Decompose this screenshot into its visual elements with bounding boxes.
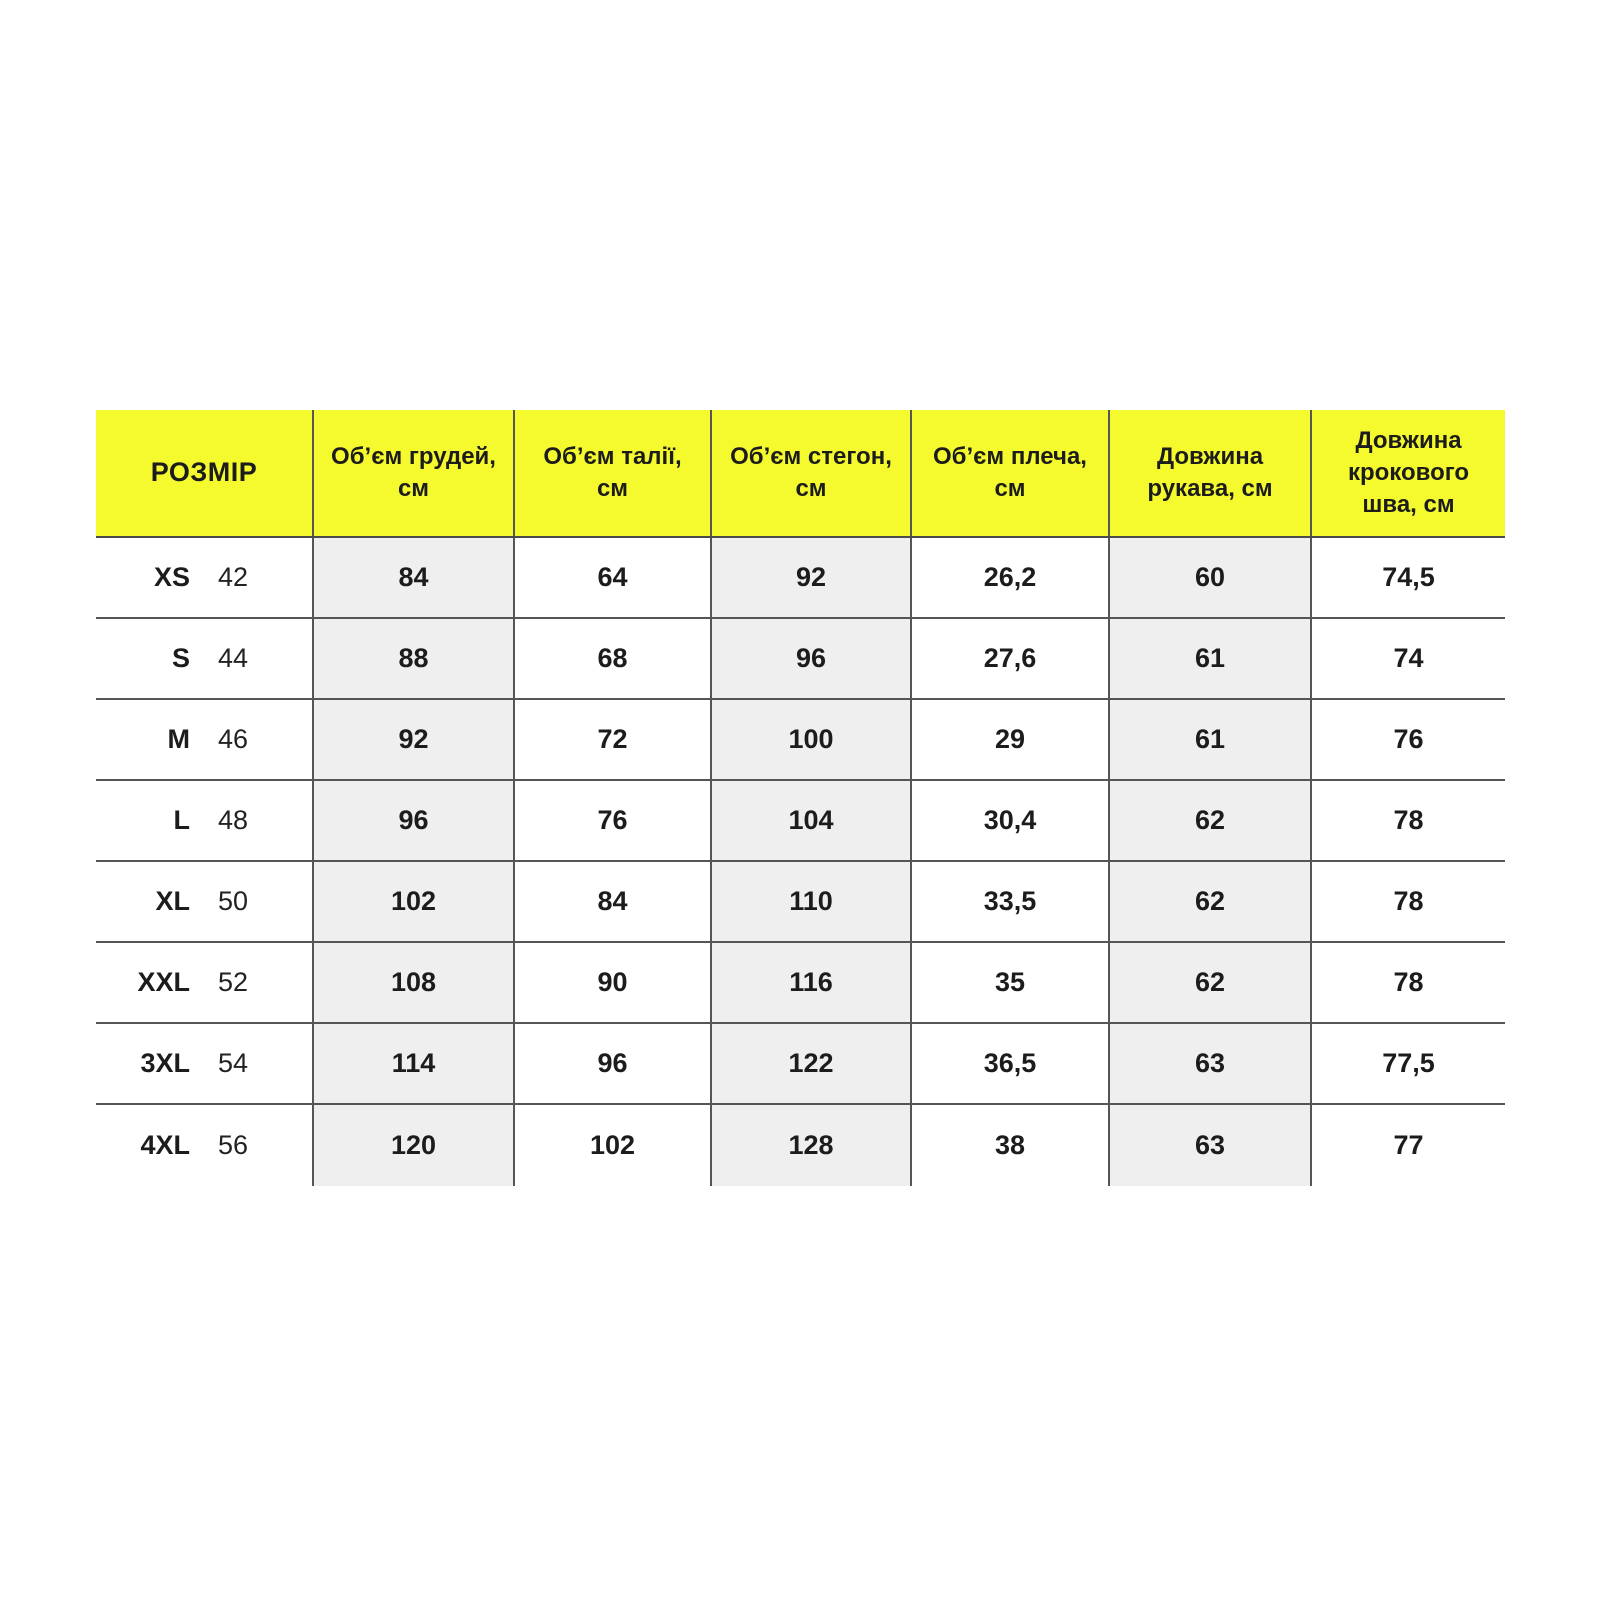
chest-cell: 88	[312, 619, 513, 698]
hips-cell: 104	[710, 781, 910, 860]
shoulder-cell: 29	[910, 700, 1108, 779]
table-header-row	[96, 410, 1505, 538]
waist-cell: 96	[513, 1024, 710, 1103]
shoulder-cell: 38	[910, 1105, 1108, 1186]
sleeve-cell: 63	[1108, 1024, 1310, 1103]
header-waist: Об’єм талії, см	[513, 410, 710, 536]
table-row	[96, 700, 1505, 781]
size-cell	[96, 700, 312, 779]
table-row	[96, 1024, 1505, 1105]
waist-cell: 102	[513, 1105, 710, 1186]
size-cell	[96, 943, 312, 1022]
table-row	[96, 781, 1505, 862]
chest-cell: 108	[312, 943, 513, 1022]
size-label: XXL	[137, 967, 190, 997]
shoulder-cell: 30,4	[910, 781, 1108, 860]
size-label: XL	[155, 886, 190, 916]
header-chest: Об’єм грудей, см	[312, 410, 513, 536]
size-number: 54	[218, 1048, 249, 1078]
sleeve-cell: 61	[1108, 619, 1310, 698]
header-shoulder: Об’єм плеча, см	[910, 410, 1108, 536]
size-cell	[96, 781, 312, 860]
inseam-cell: 76	[1310, 700, 1505, 779]
hips-cell: 122	[710, 1024, 910, 1103]
size-number: 56	[218, 1130, 249, 1160]
waist-cell: 64	[513, 538, 710, 617]
size-label: M	[167, 724, 190, 754]
inseam-cell: 77,5	[1310, 1024, 1505, 1103]
size-label: S	[171, 643, 190, 673]
shoulder-cell: 33,5	[910, 862, 1108, 941]
size-label: 3XL	[140, 1048, 190, 1078]
size-number: 48	[218, 805, 249, 835]
chest-cell: 120	[312, 1105, 513, 1186]
size-cell	[96, 1024, 312, 1103]
header-inseam: Довжина крокового шва, см	[1310, 410, 1505, 536]
size-cell	[96, 538, 312, 617]
table-row	[96, 943, 1505, 1024]
shoulder-cell: 36,5	[910, 1024, 1108, 1103]
sleeve-cell: 62	[1108, 862, 1310, 941]
waist-cell: 76	[513, 781, 710, 860]
waist-cell: 90	[513, 943, 710, 1022]
size-number: 50	[218, 886, 249, 916]
waist-cell: 68	[513, 619, 710, 698]
table-row	[96, 1105, 1505, 1186]
hips-cell: 96	[710, 619, 910, 698]
header-size: РОЗМІР	[96, 410, 312, 536]
sleeve-cell: 62	[1108, 943, 1310, 1022]
size-cell	[96, 619, 312, 698]
hips-cell: 128	[710, 1105, 910, 1186]
hips-cell: 92	[710, 538, 910, 617]
header-hips: Об’єм стегон, см	[710, 410, 910, 536]
table-row	[96, 538, 1505, 619]
size-number: 52	[218, 967, 249, 997]
size-number: 42	[218, 562, 249, 592]
inseam-cell: 78	[1310, 781, 1505, 860]
size-label: 4XL	[140, 1130, 190, 1160]
table-row	[96, 619, 1505, 700]
size-label: XS	[153, 562, 190, 592]
chest-cell: 92	[312, 700, 513, 779]
chest-cell: 114	[312, 1024, 513, 1103]
hips-cell: 100	[710, 700, 910, 779]
inseam-cell: 78	[1310, 862, 1505, 941]
waist-cell: 84	[513, 862, 710, 941]
chest-cell: 102	[312, 862, 513, 941]
chest-cell: 84	[312, 538, 513, 617]
sleeve-cell: 60	[1108, 538, 1310, 617]
hips-cell: 110	[710, 862, 910, 941]
inseam-cell: 77	[1310, 1105, 1505, 1186]
header-sleeve: Довжина рукава, см	[1108, 410, 1310, 536]
sleeve-cell: 63	[1108, 1105, 1310, 1186]
table-row	[96, 862, 1505, 943]
size-number: 44	[218, 643, 249, 673]
shoulder-cell: 27,6	[910, 619, 1108, 698]
sleeve-cell: 61	[1108, 700, 1310, 779]
inseam-cell: 78	[1310, 943, 1505, 1022]
size-number: 46	[218, 724, 249, 754]
size-cell	[96, 862, 312, 941]
size-label: L	[173, 805, 190, 835]
chest-cell: 96	[312, 781, 513, 860]
waist-cell: 72	[513, 700, 710, 779]
inseam-cell: 74	[1310, 619, 1505, 698]
size-chart-table	[96, 410, 1505, 1186]
hips-cell: 116	[710, 943, 910, 1022]
inseam-cell: 74,5	[1310, 538, 1505, 617]
shoulder-cell: 35	[910, 943, 1108, 1022]
shoulder-cell: 26,2	[910, 538, 1108, 617]
size-cell	[96, 1105, 312, 1186]
sleeve-cell: 62	[1108, 781, 1310, 860]
